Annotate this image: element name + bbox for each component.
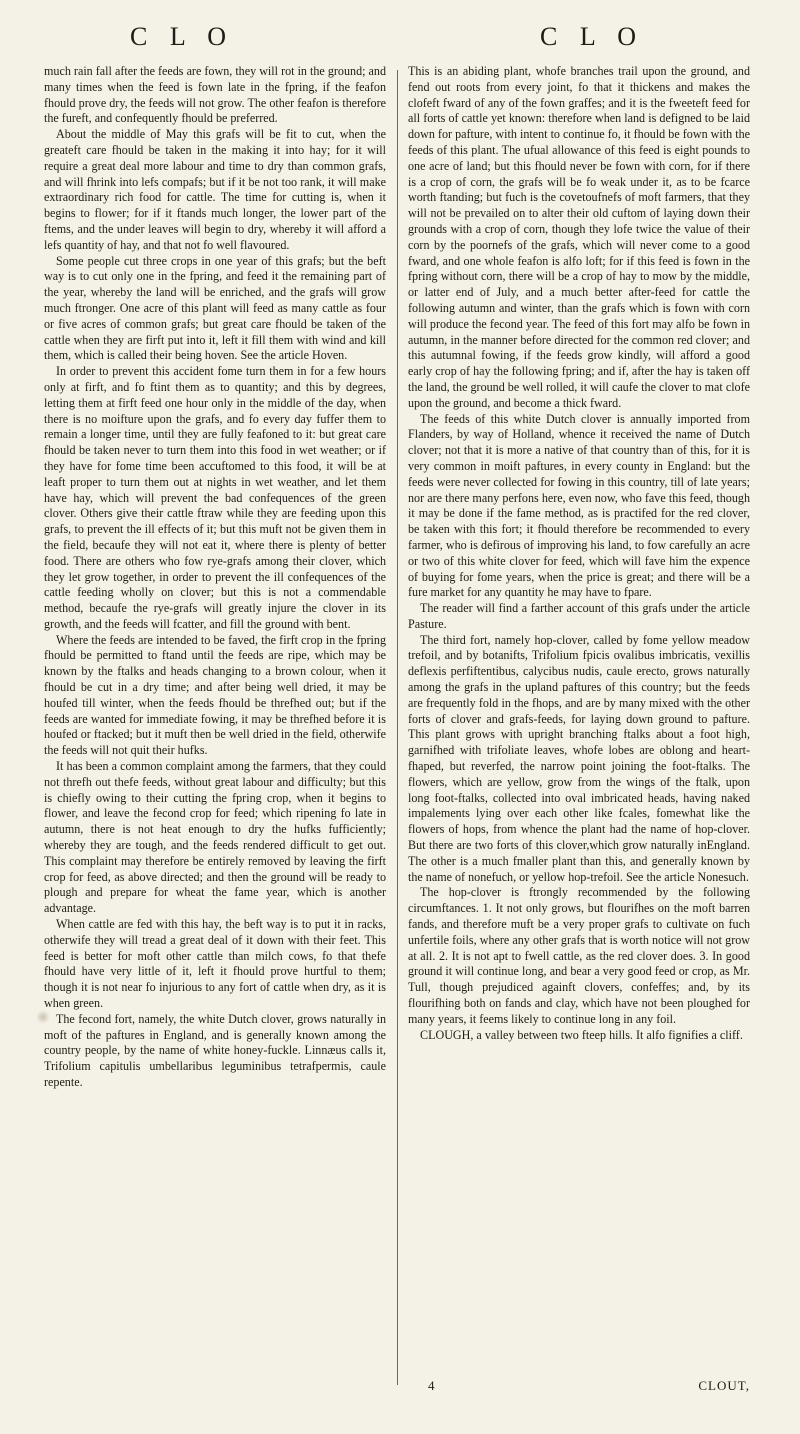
paragraph: It has been a common complaint among the farmers, that they could not threfh out thefe feeds, without great labour and difficulty; but this is chiefly owing to their cutting the fpring crop, when it begins to flower, and leave the fecond crop for feed; which ripening fo late in autumn, there is not heat enough to dry the hufks fufficiently; whereby they are tough, and the feeds rendered difficult to get out. This complaint may therefore be entirely removed by leaving the firft crop for feed, as above directed; and then the ground will be ready to plough and prepare for wheat the fame year, which is another advantage. (44, 759, 386, 916)
paragraph: The third fort, namely hop-clover, called by fome yellow meadow trefoil, and by botanifts, Trifolium fpicis ovalibus imbricatis, vexillis deflexis perfiftentibus, calycibus nudis, caule erecto, grows naturally among the grafs in the upland paftures of this country; but the feeds are frequently fold in the fhops, and are by many mixed with the other forts of clover and grafs-feeds, for laying down ground to pafture. This plant grows with upright branching ftalks about a foot high, garnifhed with trifoliate leaves, whofe lobes are oblong and heart-fhaped, but reverfed, the narrow point joining the foot-ftalks. The flowers, which are yellow, grow from the wings of the ftalk, upon long foot-ftalks, collected into oval imbricated heads, having naked impalements lying over each other like fcales, fomewhat like the flowers of hops, from whence the plant had the name of hop-clover. But there are two forts of this clover,which grow naturally inEngland. The other is a much fmaller plant than this, and generally known by the name of nonefuch, or yellow hop-trefoil. See the article Nonesuch. (408, 632, 750, 884)
paragraph: When cattle are fed with this hay, the beft way is to put it in racks, otherwife they will tread a great deal of it down with their feet. This feed is better for moft other cattle than milch cows, fo that thefe fhould have very little of it, left it fhould prove hurtful to them; though it is not near fo injurious to any fort of cattle when dry, as it is when green. (44, 917, 386, 1011)
catchword: CLOUT, (698, 1378, 750, 1393)
paragraph: About the middle of May this grafs will be fit to cut, when the greateft care fhould be taken in the making it into hay; for it will require a great deal more labour and time to dry than common grafs, and will fhrink into lefs compafs; but if it be not too rank, it will make extraordinary rich food for cattle. The time for cutting is, when it begins to flower; for if it ftands much longer, the lower part of the ftems, and the under leaves will begin to dry, whereby it will afford a lefs quantity of hay, and that not fo well flavoured. (44, 127, 386, 252)
paragraph: much rain fall after the feeds are fown, they will rot in the ground; and many times when the feed is fown late in the fpring, if the feafon fhould prove dry, the feeds will not grow. The other feafon is therefore the fureft, and confequently fhould be preferred. (44, 64, 386, 126)
paragraph: The reader will find a farther account of this grafs under the article Pasture. (408, 601, 750, 631)
header-right: C L O (540, 22, 645, 51)
paragraph: Some people cut three crops in one year of this grafs; but the beft way is to cut only one in the fpring, and feed it the remaining part of the year, whereby the land will be enriched, and the grafs will grow much ftronger. One acre of this plant will feed as many cattle as four or five acres of common grafs; but great care fhould be taken of the cattle when they are firft put into it, left it fill them with wind and kill them, which is called their being hoven. See the article Hoven. (44, 253, 386, 363)
column-divider (397, 70, 398, 1385)
paragraph: Where the feeds are intended to be faved, the firft crop in the fpring fhould be permitted to ftand until the feeds are ripe, which may be known by the ftalks and heads changing to a brown colour, when it fhould be cut in a dry time; and after being well dried, it may be houfed till winter, when the feeds fhould be threfhed out; but if the feeds are wanted for immediate fowing, it may be threfhed before it is houfed or ftacked; but it muft then be well dried in the field, otherwife the feeds will not quit their hufks. (44, 632, 386, 758)
page-footer (408, 1378, 750, 1398)
paragraph: The feeds of this white Dutch clover is annually imported from Flanders, by way of Holland, whence it received the name of Dutch clover; not that it is more a native of that country than of this, for it is very common in moift paftures, in every county in England: but the feeds were never collected for fowing in this country, till of late years; nor are there many perfons here, even now, who fave this feed, though it may be done if the fame method, as is practifed for the red clover, be taken with this fort; it fhould therefore be recommended to every farmer, who is defirous of improving his land, to fow carefully an acre or two of this white clover for feed, which will fave him the expence of buying for fome years, when the price is great; and there will be a fure market for any quantity he may have to fpare. (408, 411, 750, 600)
header-left: C L O (130, 22, 235, 51)
paragraph: The fecond fort, namely, the white Dutch clover, grows naturally in moft of the paftures in England, and is generally known among the country people, by the name of white honey-fuckle. Linnæus calls it, Trifolium capitulis umbellaribus leguminibus tetrafpermis, caule repente. (44, 1011, 386, 1089)
paragraph: The hop-clover is ftrongly recommended by the following circumftances. 1. It not only grows, but flourifhes on the moft barren fands, and therefore muft be a very proper grafs to cultivate on fuch unfertile foils, where any other grafs that is worth notice will not grow at all. 2. It is not apt to fwell cattle, as the red clover does. 3. In good ground it will continue long, and bear a very good feed or crop, as Mr. Tull, though prejudiced againft clovers, confeffes; and, by its flourifhing both on fands and clay, which have not been ploughed for many years, it feems likely to continue long in any foil. (408, 885, 750, 1026)
dictionary-entry-clough: CLOUGH, a valley between two fteep hills. It alfo fignifies a cliff. (420, 1027, 743, 1042)
right-column (408, 64, 750, 1043)
paragraph: This is an abiding plant, whofe branches trail upon the ground, and fend out roots from every joint, fo that it thickens and makes the clofeft fward of any of the fown graffes; and it is the fweeteft feed for all forts of cattle yet known: therefore when land is defigned to be laid down for pafture, with intent to continue fo, it fhould be fown with the feeds of this plant. The ufual allowance of this feed is eight pounds to one acre of land; but this fhould never be fown with corn, for if there is a crop of corn, the grafs will be fo weak under it, as to be fcarce worth ftanding; but fuch is the covetoufnefs of moft farmers, that they will not be prevailed on to alter their old cuftom of laying down their grounds with a crop of corn, though they lofe twice the value of their corn by the poornefs of the grafs, which will never come to a good fward, and one whole feafon is alfo loft; for if this feed is fown in the fpring without corn, there will be a crop of hay to mow by the middle, or latter end of July, and a much better after-feed for cattle the following autumn and winter, than the grafs which is fown with corn will produce the fecond year. The feed of this fort may alfo be fown in autumn, in the manner before directed for the common red clover; and this autumnal fowing, if the feeds grow kindly, will afford a good early crop of hay the following fpring; and if, after the hay is taken off the land, the ground be well rolled, it will caufe the clover to mat clofe upon the ground, and become a thick fward. (408, 64, 750, 410)
paragraph: In order to prevent this accident fome turn them in for a few hours only at firft, and fo ftint them as to quantity; and this by degrees, letting them at firft feed one hour only in the middle of the day, when there is no moifture upon the grafs, and fo every day fuffer them to remain a longer time, until they are fully feafoned to it: but great care fhould be taken never to turn them into this food in wet weather; or if they have for fome time been accuftomed to this food, it will be at leaft proper to turn them out at nights in wet weather, and let them have hay, which will prevent the bad confequences of the green clover. Others give their cattle ftraw while they are feeding upon this grafs, to prevent the ill effects of it; but this muft not be given them in the field, becaufe they will not eat it, where there is plenty of better food. There are others who fow rye-grafs among their clover, which they let grow together, in order to prevent the ill confequences of the cattle feeding wholly on clover; but this is not a commendable method, becaufe the rye-grafs will greatly injure the clover in its growth, and the feeds will fcatter, and fill the ground with bent. (44, 364, 386, 631)
signature-mark: 4 (428, 1378, 435, 1393)
running-header (0, 22, 800, 62)
left-column (44, 64, 386, 1091)
